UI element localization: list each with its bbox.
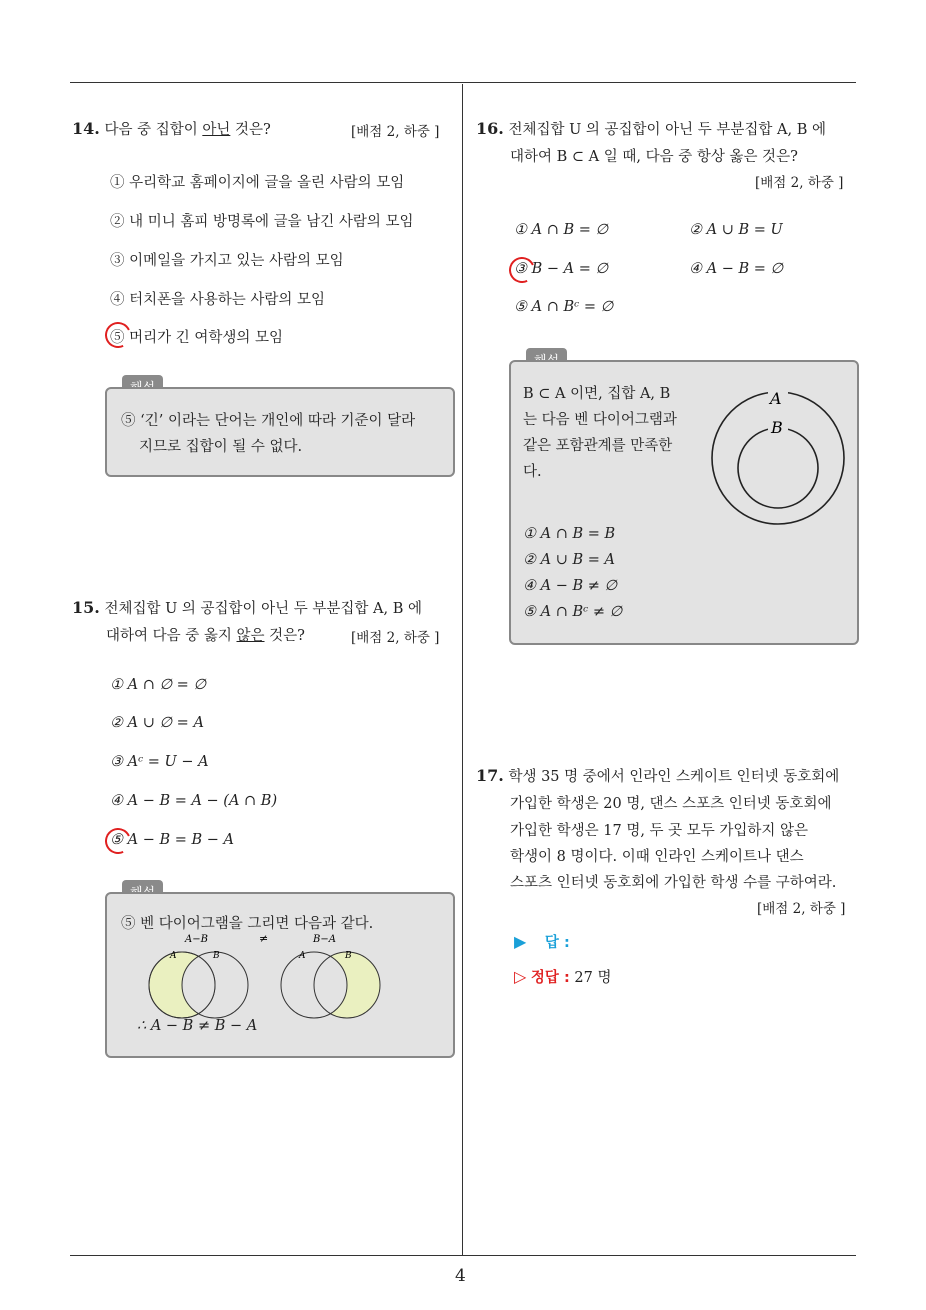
question-line-1: 전체집합 U 의 공집합이 아닌 두 부분집합 A, B 에 [508,122,827,138]
solution-line-1: ⑤ ‘긴’ 이라는 단어는 개인에 따라 기준이 달라 [121,413,416,429]
bottom-rule [70,1255,856,1256]
q15-choice-3[interactable]: ③ Aᶜ = U − A [110,754,209,770]
solution-line-2: 지므로 집합이 될 수 없다. [139,439,303,455]
answer-mark-icon [101,824,134,857]
q15-choice-2[interactable]: ② A ∪ ∅ = A [110,715,204,731]
answer-mark-icon [505,253,538,286]
play-icon: ▶ [514,932,527,951]
solution-line-1: B ⊂ A 이면, 집합 A, B [523,386,671,402]
q14-choice-4[interactable]: ④ 터치폰을 사용하는 사람의 모임 [110,292,326,308]
venn-diagram [127,930,387,1030]
venn-set-a-right: A [299,951,306,961]
correct-value: 27 명 [574,970,612,986]
correct-label: 정답 : [530,970,570,986]
top-rule [70,82,856,83]
question-17-line-5: 스포츠 인터넷 동호회에 가입한 학생 수를 구하여라. [510,875,837,891]
question-16-line-2: 대하여 B ⊂ A 일 때, 다음 중 항상 옳은 것은? [510,149,798,165]
q15-choice-5[interactable]: ⑤ A − B = B − A [110,832,234,848]
q14-choice-3[interactable]: ③ 이메일을 가지고 있는 사람의 모임 [110,253,344,269]
circle-label-b: B [771,418,783,437]
q16-choice-1[interactable]: ① A ∩ B = ∅ [514,222,609,238]
question-17-line-4: 학생이 8 명이다. 이때 인라인 스케이트나 댄스 [510,849,804,865]
question-16 [476,118,826,139]
venn-neq: ≠ [259,932,269,945]
question-text-underlined: 아닌 [202,122,231,138]
q16-choice-5[interactable]: ⑤ A ∩ Bᶜ = ∅ [514,299,614,315]
q17-points: [배점 2, 하중 ] [757,901,846,917]
question-number: 15. [72,598,100,617]
answer-row [514,931,570,952]
question-17 [476,765,839,786]
answer-label: 답 : [544,935,570,951]
q16-solution-box [509,360,859,645]
page-number: 4 [455,1266,466,1286]
q16-choice-4[interactable]: ④ A − B = ∅ [689,261,784,277]
q14-choice-1[interactable]: ① 우리학교 홈페이지에 글을 올린 사람의 모임 [110,175,405,191]
solution-line-3: 같은 포함관계를 만족한 [523,438,673,454]
q14-choice-2[interactable]: ② 내 미니 홈피 방명록에 글을 남긴 사람의 모임 [110,214,414,230]
q15-points: [배점 2, 하중 ] [351,630,440,646]
venn-set-a-left: A [170,951,177,961]
fact-3: ④ A − B ≠ ∅ [523,578,618,594]
question-17-line-3: 가입한 학생은 17 명, 두 곳 모두 가입하지 않은 [510,823,809,839]
venn-set-b-right: B [345,951,352,961]
q14-solution-box [105,387,455,477]
line2-underlined: 않은 [236,628,265,644]
correct-answer-row [514,966,611,987]
question-number: 17. [476,766,504,785]
q16-points: [배점 2, 하중 ] [755,175,844,191]
question-number: 16. [476,119,504,138]
venn-left-label: A−B [185,934,208,945]
solution-conclusion: ∴ A − B ≠ B − A [137,1018,258,1034]
question-15-line-2 [106,624,305,645]
q15-solution-box [105,892,455,1058]
question-number: 14. [72,119,100,138]
question-15 [72,597,422,618]
question-text-a: 다음 중 집합이 [104,122,203,138]
solution-line-4: 다. [523,464,542,480]
venn-right-label: B−A [313,934,336,945]
question-14 [72,118,271,139]
subset-diagram [706,386,851,531]
q14-points: [배점 2, 하중 ] [351,124,440,140]
q16-choice-3[interactable]: ③ B − A = ∅ [514,261,609,277]
solution-line-1: ⑤ 벤 다이어그램을 그리면 다음과 같다. [121,916,374,932]
question-line-1: 학생 35 명 중에서 인라인 스케이트 인터넷 동호회에 [508,769,840,785]
play-outline-icon: ▷ [514,967,527,986]
solution-line-2: 는 다음 벤 다이어그램과 [523,412,677,428]
q14-choice-5[interactable]: ⑤ 머리가 긴 여학생의 모임 [110,330,284,346]
line2-b: 것은? [264,628,305,644]
q16-choice-2[interactable]: ② A ∪ B = U [689,222,783,238]
question-17-line-2: 가입한 학생은 20 명, 댄스 스포츠 인터넷 동호회에 [510,796,832,812]
column-divider [462,84,463,1255]
line2-a: 대하여 다음 중 옳지 [106,628,237,644]
q15-choice-1[interactable]: ① A ∩ ∅ = ∅ [110,677,207,693]
fact-1: ① A ∩ B = B [523,526,616,542]
fact-2: ② A ∪ B = A [523,552,615,568]
venn-set-b-left: B [213,951,220,961]
question-text-b: 것은? [230,122,271,138]
fact-4: ⑤ A ∩ Bᶜ ≠ ∅ [523,604,623,620]
question-line-1: 전체집합 U 의 공집합이 아닌 두 부분집합 A, B 에 [104,601,423,617]
q15-choice-4[interactable]: ④ A − B = A − (A ∩ B) [110,793,278,809]
circle-label-a: A [770,389,782,408]
